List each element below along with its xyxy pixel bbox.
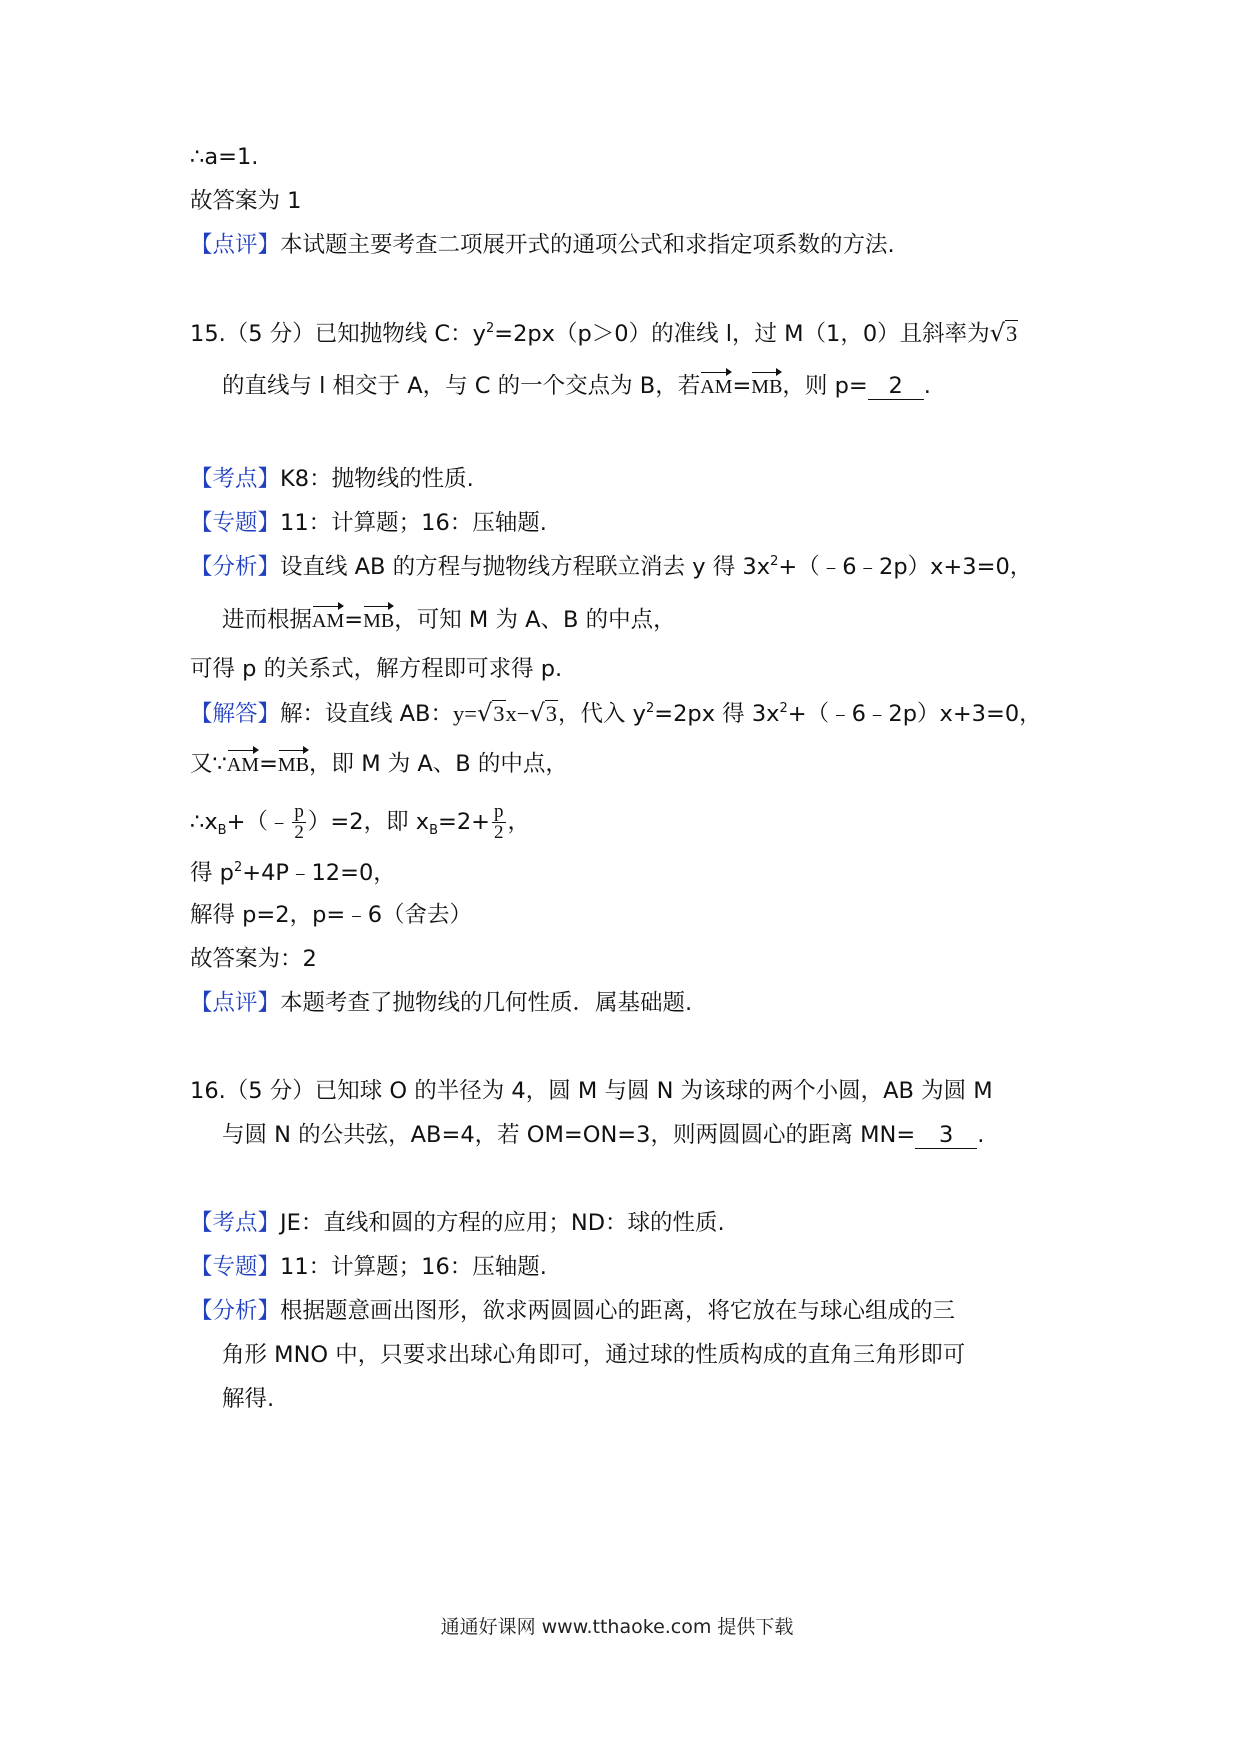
jieda-text: =2+ [437,809,491,835]
answer-blank: 2 [868,373,924,400]
tag-zhuanti: 【专题】 [190,510,281,536]
jieda-line-2 [190,748,568,780]
kaodian-text: JE：直线和圆的方程的应用；ND：球的性质. [280,1210,725,1236]
fenxi-text: ，可知 M 为 A、B 的中点， [394,607,676,633]
vector-mb: MB [278,748,309,780]
fenxi-text: 根据题意画出图形，欲求两圆圆心的距离，将它放在与球心组成的三 [280,1298,956,1324]
fenxi-text: +（﹣6﹣2p）x+3=0， [778,554,1033,580]
numerator: p [494,801,504,822]
jieda-text: ∴x [190,809,218,835]
fraction-p-over-2 [292,802,306,843]
tag-zhuanti: 【专题】 [190,1254,281,1280]
question-15-stem-2 [222,370,931,402]
sqrt-3: √3 [529,699,557,727]
question-16-stem-2 [222,1120,984,1150]
jieda-text: 得 p [190,860,234,886]
jieda-text: ， [507,809,531,835]
zhuanti-line [190,1252,547,1282]
sqrt-3: √3 [476,699,505,727]
tag-fenxi: 【分析】 [190,1298,281,1324]
jieda-text: ）=2，即 x [307,809,430,835]
question-16-stem: 16.（5 分）已知球 O 的半径为 4，圆 M 与圆 N 为该球的两个小圆，AB 为圆 M [190,1078,993,1104]
superscript: 2 [485,321,495,336]
tag-dianping: 【点评】 [190,990,281,1016]
vector-am: AM [312,604,344,636]
footer-watermark: 通通好课网 www.tthaoke.com 提供下载 [440,1616,794,1638]
fenxi-line-1 [190,1296,955,1326]
subscript: B [217,823,227,838]
review-line [190,230,895,260]
answer-blank: 3 [915,1122,977,1149]
fenxi-line-3: 解得. [222,1386,275,1412]
jieda-text: +（﹣6﹣2p）x+3=0， [787,701,1042,727]
vector-am: AM [700,370,732,402]
fraction-p-over-2 [492,802,506,843]
tag-dianping: 【点评】 [190,232,281,258]
superscript: 2 [770,554,779,569]
review-text: 本试题主要考查二项展开式的通项公式和求指定项系数的方法. [280,232,895,258]
numerator: p [294,801,304,822]
equals: = [732,373,752,399]
fenxi-text: 设直线 AB 的方程与抛物线方程联立消去 y 得 3x [280,554,771,580]
stem-text: . [977,1122,985,1148]
equals: = [344,607,364,633]
tag-kaodian: 【考点】 [190,466,281,492]
kaodian-text: K8：抛物线的性质. [280,466,474,492]
jieda-text: +4P﹣12=0， [242,860,396,886]
zhuanti-line [190,508,547,538]
vector-mb: MB [751,370,782,402]
math-y: y= [453,701,477,726]
radicand: 3 [545,701,557,726]
sqrt-3: √3 [989,319,1018,347]
dianping-text: 本题考查了抛物线的几何性质．属基础题. [280,990,693,1016]
fenxi-line-2 [222,604,676,636]
fenxi-line-3: 可得 p 的关系式，解方程即可求得 p. [190,656,563,682]
fenxi-line-2: 角形 MNO 中，只要求出球心角即可，通过球的性质构成的直角三角形即可 [222,1342,966,1368]
jieda-line-1 [190,698,1042,733]
denominator: 2 [294,822,304,843]
dianping-line [190,988,692,1018]
text-line: 故答案为 1 [190,188,302,214]
text-line: ∴a=1. [190,144,259,170]
jieda-line-3 [190,802,530,843]
radicand: 3 [493,701,505,726]
jieda-line-6: 故答案为：2 [190,946,317,972]
vector-am: AM [227,748,259,780]
fenxi-line-1 [190,552,1032,586]
jieda-line-5: 解得 p=2，p=﹣6（舍去） [190,902,473,928]
jieda-text: 解：设直线 AB： [280,701,453,727]
radicand: 3 [1005,321,1018,346]
stem-text: . [923,373,931,399]
jieda-text: ，即 M 为 A、B 的中点， [309,751,568,777]
equals: = [259,751,278,777]
kaodian-line [190,464,474,494]
tag-jieda: 【解答】 [190,701,281,727]
stem-text: 的直线与 l 相交于 A，与 C 的一个交点为 B，若 [222,373,701,399]
question-15-stem [190,318,1018,353]
tag-fenxi: 【分析】 [190,554,281,580]
denominator: 2 [494,822,504,843]
jieda-text: +（﹣ [226,809,291,835]
stem-text: ，则 p= [782,373,868,399]
stem-text: 与圆 N 的公共弦，AB=4，若 OM=ON=3，则两圆圆心的距离 MN= [222,1122,916,1148]
stem-text: 15.（5 分）已知抛物线 C：y [190,321,486,347]
stem-text: =2px（p＞0）的准线 l，过 M（1，0）且斜率为 [494,321,990,347]
zhuanti-text: 11：计算题；16：压轴题. [280,1254,547,1280]
subscript: B [429,823,438,838]
jieda-text: =2px 得 3x [654,701,780,727]
zhuanti-text: 11：计算题；16：压轴题. [280,510,547,536]
jieda-line-4 [190,858,396,892]
math-x: x− [505,701,530,726]
fenxi-text: 进而根据 [222,607,313,633]
superscript: 2 [233,860,243,875]
superscript: 2 [779,701,788,716]
superscript: 2 [645,701,655,716]
jieda-text: 又∵ [190,751,227,777]
jieda-text: ，代入 y [558,701,646,727]
tag-kaodian: 【考点】 [190,1210,281,1236]
vector-mb: MB [363,604,394,636]
kaodian-line [190,1208,725,1238]
